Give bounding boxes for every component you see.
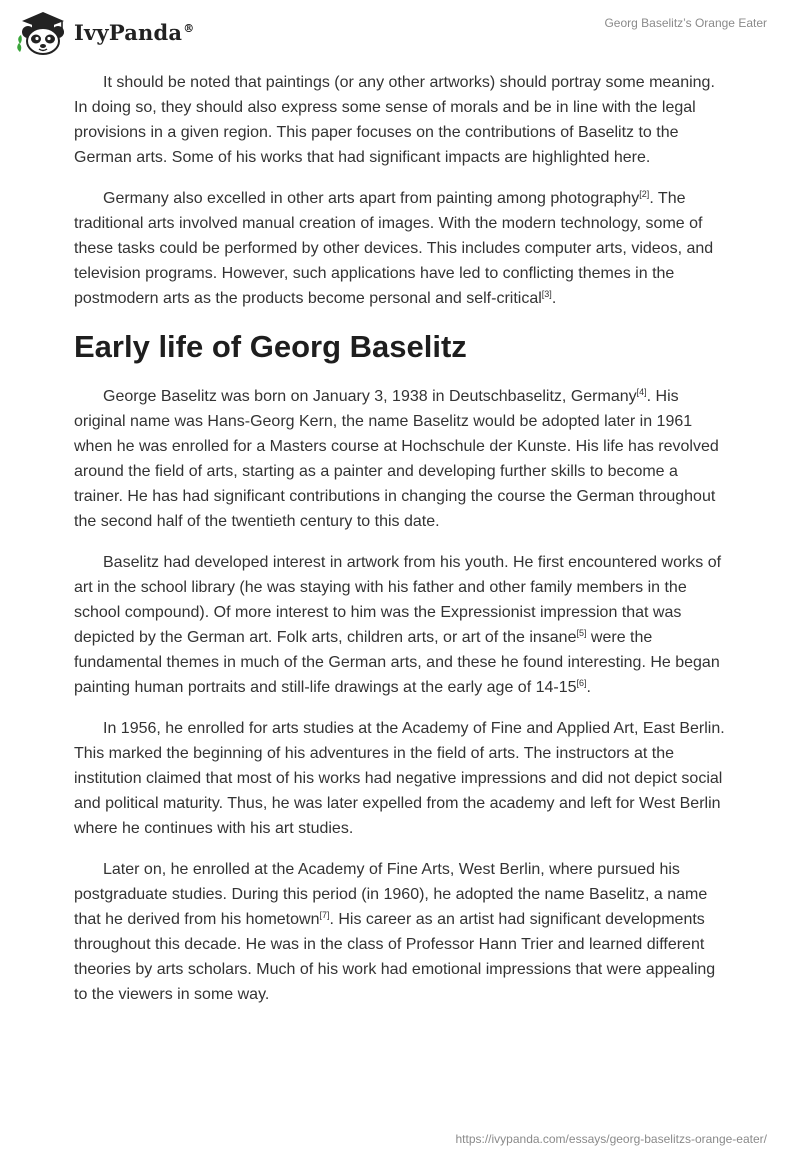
paragraph-text: George Baselitz was born on January 3, 1938 in Deutschbaselitz, Germany	[103, 388, 637, 405]
brand-name-text: IvyPanda	[74, 19, 183, 45]
paragraph-east-berlin: In 1956, he enrolled for arts studies at the Academy of Fine and Applied Art, East Berlin. This marked the beginning of his adventures in the field of arts. The instructors at the institution claimed that most of his works had negative impressions and did not depict social and political maturity. Thus, he was later expelled from the academy and left for West Berlin where he continues with his art studies.	[74, 720, 725, 837]
paragraph-text: .	[551, 290, 557, 307]
footnote-ref-7[interactable]: [7]	[319, 910, 330, 920]
paragraph-text: .	[586, 679, 591, 696]
footnote-ref-6[interactable]: [6]	[576, 678, 587, 688]
panda-graduate-icon	[16, 8, 70, 56]
footnote-ref-3[interactable]: [3]	[541, 289, 552, 299]
page-header	[0, 0, 800, 70]
paragraph-germany-arts	[74, 186, 726, 311]
document-title: Georg Baselitz’s Orange Eater	[604, 16, 767, 30]
essay-body	[74, 70, 726, 1023]
paragraph-text: were the fundamental themes in much of the German arts, and these he found interesting. He began painting human portraits and still-life drawings at the early age of 14-15	[74, 629, 720, 696]
section-heading: Early life of Georg Baselitz	[74, 329, 467, 364]
paragraph-birth	[74, 384, 726, 534]
paragraph-text: Later on, he enrolled at the Academy of Fine Arts, West Berlin, where pursued his postgraduate studies. During this period (in 1960), he adopted the name Baselitz, a name that he derived from his hometown	[74, 861, 708, 928]
footnote-ref-4[interactable]: [4]	[636, 387, 647, 397]
source-url[interactable]: https://ivypanda.com/essays/georg-baselitzs-orange-eater/	[455, 1132, 767, 1146]
paragraph-text: . His original name was Hans-Georg Kern, the name Baselitz would be adopted later in 1961 when he was enrolled for a Masters course at Hochschule der Kunste. His life has revolved around the field of arts, starting as a painter and developing further skills to become a trainer. He has had significant contributions in changing the course the German throughout the second half of the twentieth century to this date.	[74, 388, 719, 530]
footnote-ref-2[interactable]: [2]	[639, 189, 650, 199]
registered-mark: ®	[183, 21, 195, 35]
brand-name	[74, 20, 194, 45]
ivypanda-logo[interactable]	[16, 8, 194, 56]
paragraph-intro: It should be noted that paintings (or any other artworks) should portray some meaning. In doing so, they should also express some sense of morals and be in line with the legal provisions in a given region. This paper focuses on the contributions of Baselitz to the German arts. Some of his works that had significant impacts are highlighted here.	[74, 74, 715, 166]
paragraph-text: . The traditional arts involved manual creation of images. With the modern technology, some of these tasks could be performed by other devices. This includes computer arts, videos, and television programs. However, such applications have led to conflicting themes in the postmodern arts as the products become personal and self-critical	[74, 190, 714, 307]
paragraph-text: . His career as an artist had significant developments throughout this decade. He was in the class of Professor Hann Trier and learned different theories by arts scholars. Much of his work had emotional impressions that were appealing to the viewers in some way.	[74, 911, 716, 1003]
paragraph-youth	[74, 550, 726, 700]
paragraph-west-berlin	[74, 857, 726, 1007]
paragraph-text: Baselitz had developed interest in artwork from his youth. He first encountered works of art in the school library (he was staying with his father and other family members in the school compound). Of more interest to him was the Expressionist impression that was depicted by the German art. Folk arts, children arts, or art of the insane	[74, 554, 722, 646]
paragraph-text: Germany also excelled in other arts apart from painting among photography	[103, 190, 640, 207]
footnote-ref-5[interactable]: [5]	[576, 628, 587, 638]
